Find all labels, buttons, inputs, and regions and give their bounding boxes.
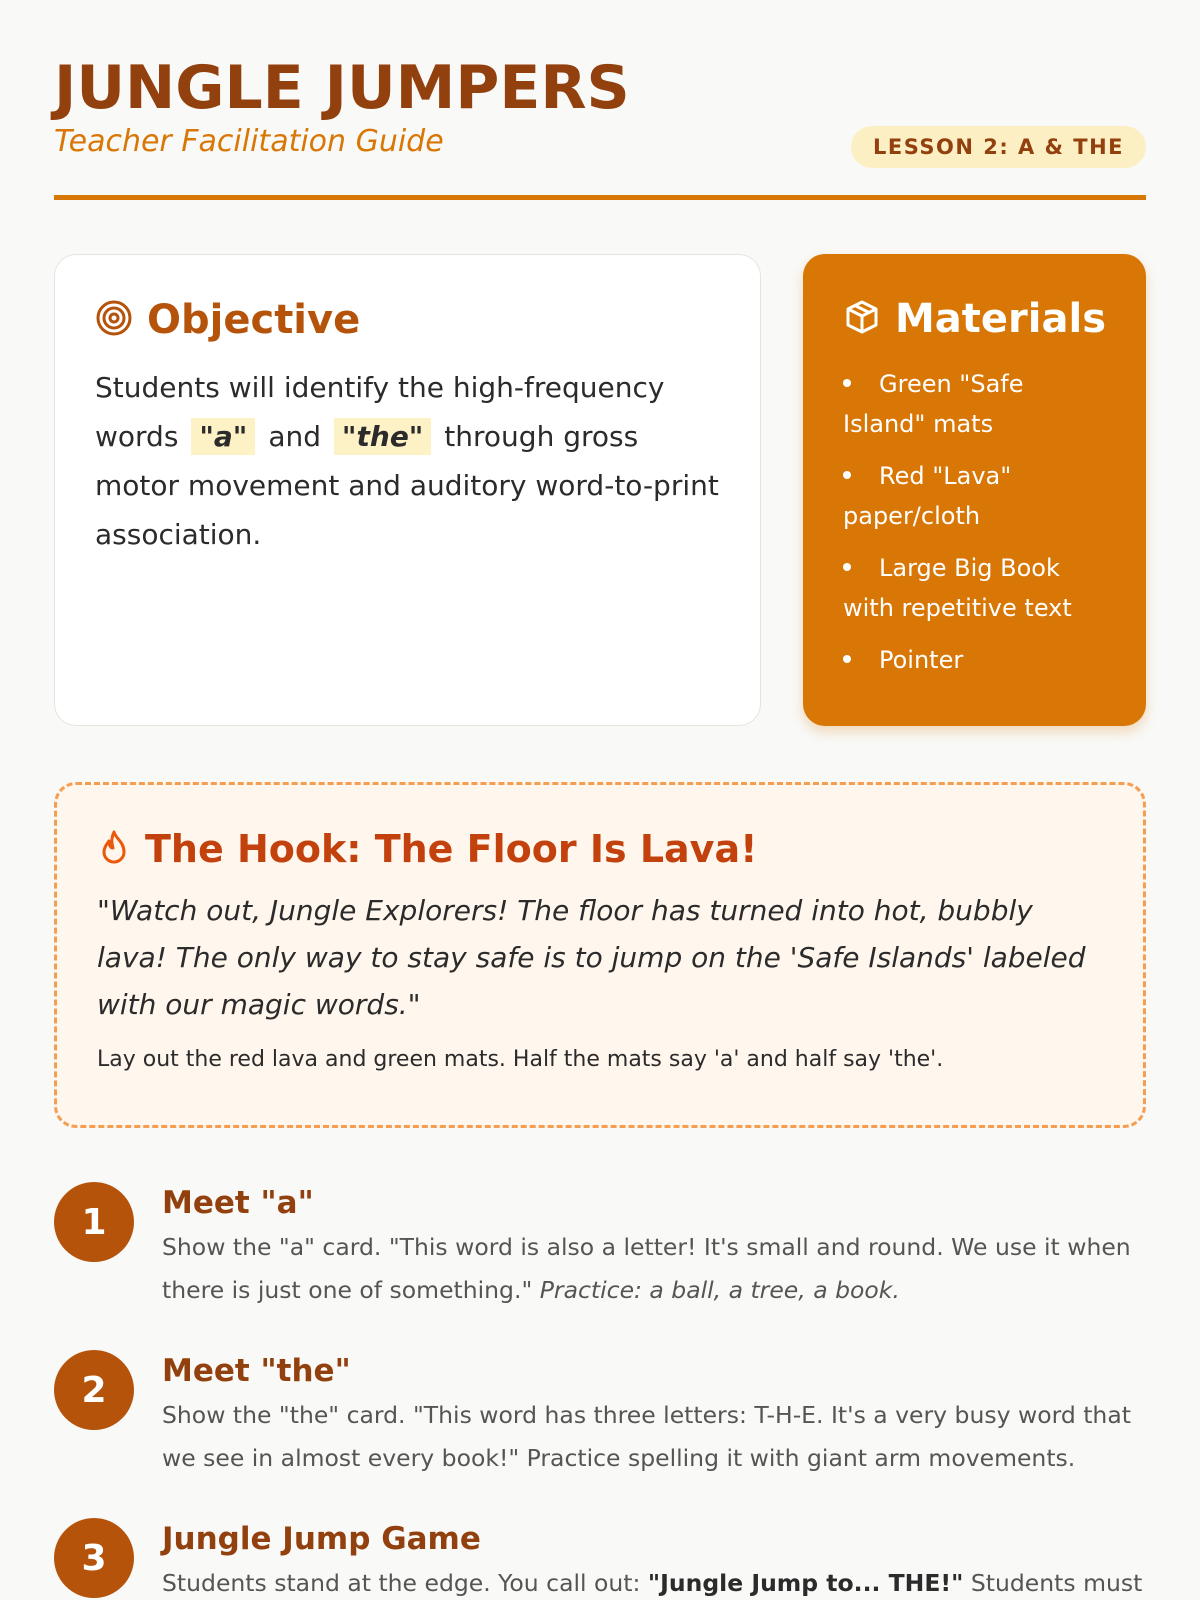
objective-text-part: Students will identify the high-frequency words — [95, 371, 665, 453]
list-item — [843, 548, 1106, 628]
step-text-main: Students must — [970, 1569, 1143, 1597]
list-item — [843, 640, 1106, 680]
step-call-phrase: "Jungle Jump to... THE!" — [647, 1569, 964, 1597]
hook-section — [54, 782, 1146, 1128]
hook-quote: "Watch out, Jungle Explorers! The floor has turned into hot, bubbly lava! The only way to stay safe is to jump on the 'Safe Islands' labeled with our magic words." — [97, 894, 1086, 1021]
objective-heading: Objective — [147, 297, 361, 343]
step-body — [162, 1518, 1146, 1600]
step-title: Meet "the" — [162, 1353, 351, 1389]
page-subtitle: Teacher Facilitation Guide — [54, 124, 444, 159]
objective-header — [95, 295, 720, 345]
overview-row — [54, 254, 1146, 726]
materials-header — [843, 294, 1106, 344]
page-header — [54, 0, 1146, 200]
step-number: 1 — [54, 1182, 134, 1262]
flame-icon — [97, 828, 131, 870]
step-item — [54, 1350, 1146, 1480]
step-item — [54, 1182, 1146, 1312]
bullet-icon — [843, 563, 851, 571]
objective-text-part: through gross motor movement and auditory word-to-print association. — [95, 420, 719, 551]
highlight-word-a: "a" — [191, 418, 255, 455]
step-text-main: Show the "a" card. "This word is also a letter! It's small and round. We use it when there is just one of something." — [162, 1233, 1131, 1304]
hook-instructions: Lay out the red lava and green mats. Half the mats say 'a' and half say 'the'. — [97, 1047, 944, 1072]
materials-heading: Materials — [895, 296, 1106, 342]
step-number: 3 — [54, 1518, 134, 1598]
step-title: Jungle Jump Game — [162, 1521, 481, 1557]
bullet-icon — [843, 655, 851, 663]
material-label: Green "Safe Island" mats — [843, 370, 1024, 438]
step-text — [162, 1226, 1146, 1312]
materials-list — [843, 364, 1106, 680]
steps-list — [54, 1182, 1146, 1600]
material-label: Red "Lava" paper/cloth — [843, 462, 1012, 530]
step-text — [162, 1562, 1146, 1600]
step-number: 2 — [54, 1350, 134, 1430]
step-text-main: Students stand at the edge. You call out: — [162, 1569, 641, 1597]
step-practice: Practice: a ball, a tree, a book. — [539, 1276, 900, 1304]
material-label: Pointer — [879, 646, 964, 674]
bullet-icon — [843, 471, 851, 479]
step-title: Meet "a" — [162, 1185, 314, 1221]
objective-text-part: and — [268, 420, 321, 453]
objective-card — [54, 254, 761, 726]
objective-text — [95, 363, 720, 559]
hook-header — [97, 825, 1103, 873]
step-item — [54, 1518, 1146, 1600]
box-icon — [843, 298, 881, 340]
highlight-word-the: "the" — [334, 418, 431, 455]
list-item — [843, 456, 1106, 536]
bullet-icon — [843, 379, 851, 387]
step-body — [162, 1182, 1146, 1312]
materials-card — [803, 254, 1146, 726]
target-icon — [95, 299, 133, 341]
hook-heading: The Hook: The Floor Is Lava! — [145, 827, 758, 871]
step-body — [162, 1350, 1146, 1480]
page-title: JUNGLE JUMPERS — [54, 53, 630, 123]
material-label: Large Big Book with repetitive text — [843, 554, 1072, 622]
list-item — [843, 364, 1106, 444]
step-text: Show the "the" card. "This word has three letters: T-H-E. It's a very busy word that we see in almost every book!" Practice spelling it with giant arm movements. — [162, 1401, 1131, 1472]
lesson-badge: LESSON 2: A & THE — [851, 126, 1146, 168]
